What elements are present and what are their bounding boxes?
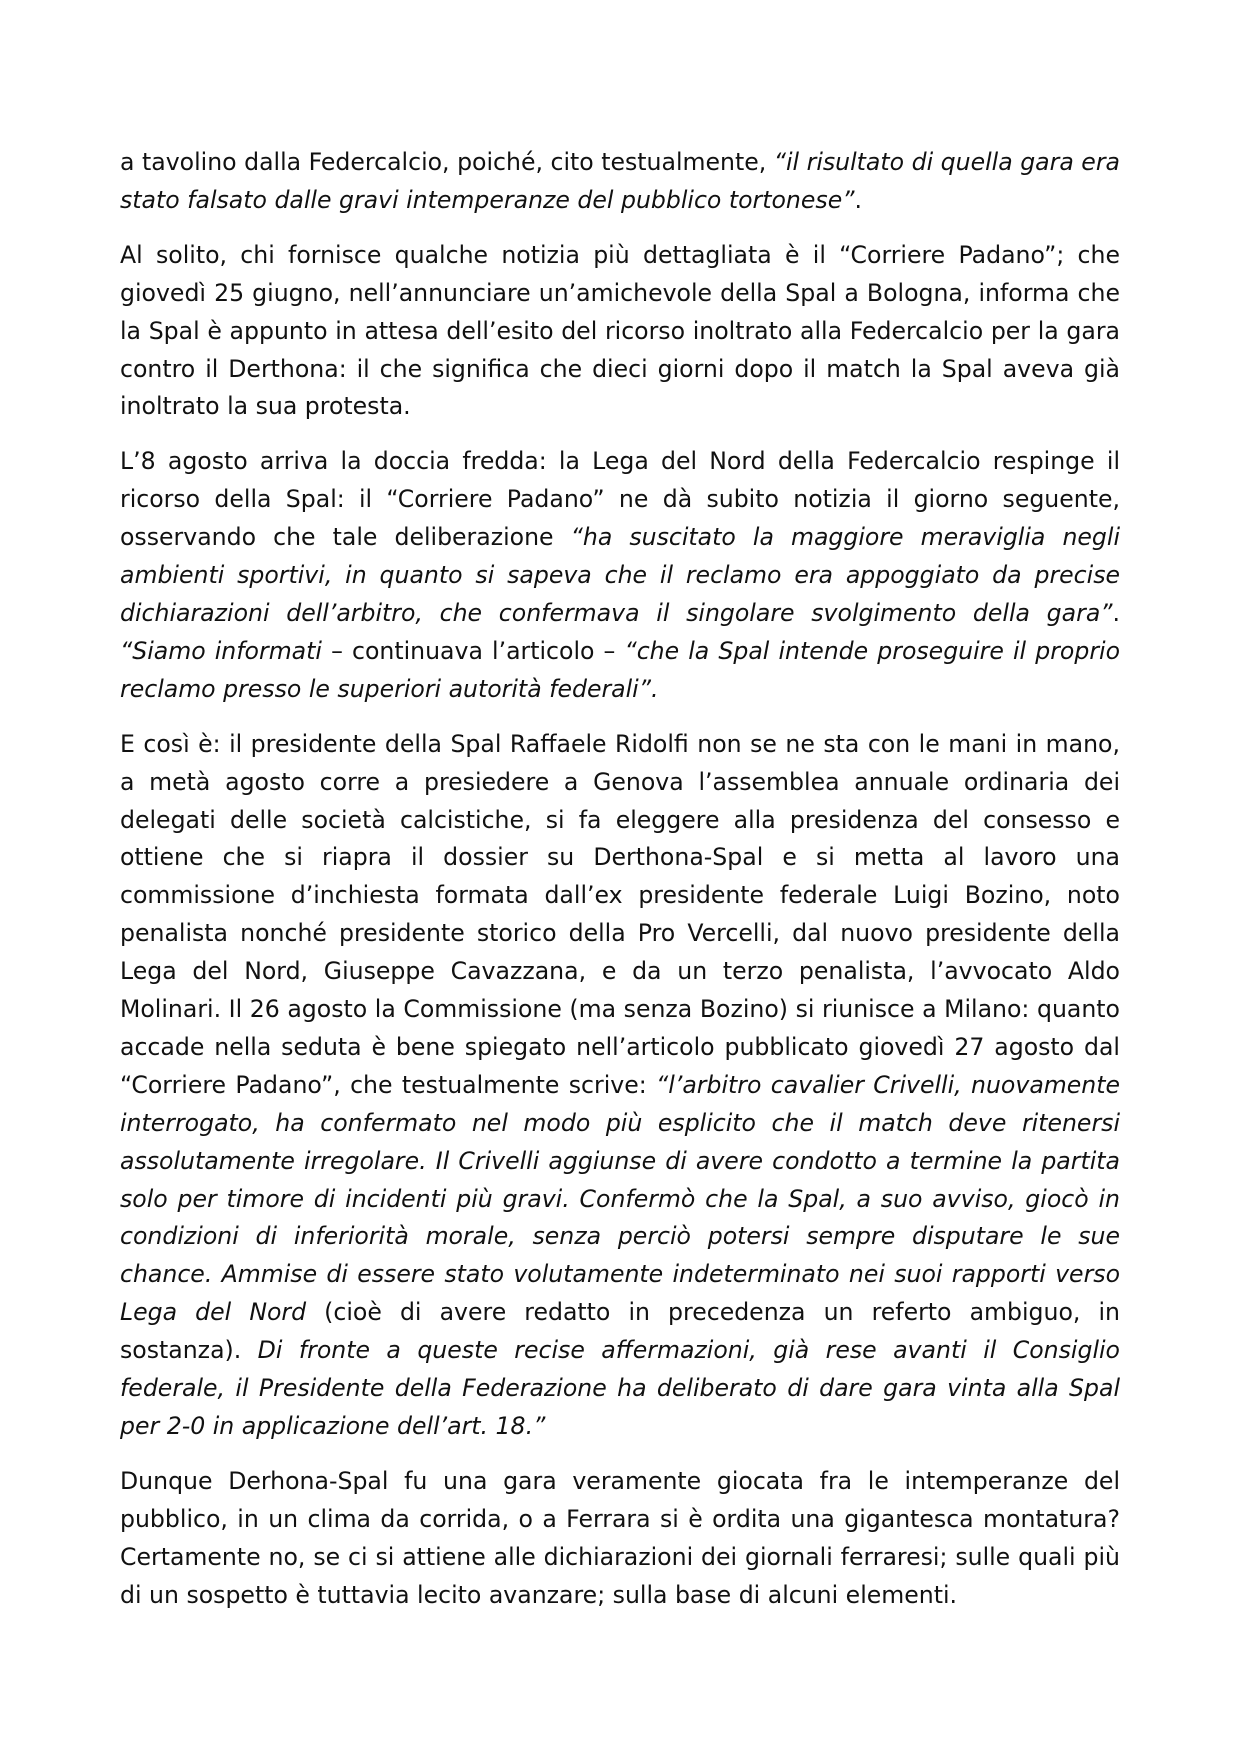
paragraph-3-text: L’8 agosto arriva la doccia fredda: la Lega del Nord della Federcalcio respinge il ricorso della Spal: il “Corriere Padano” ne dà subito notizia il giorno seguente, osservando che tale deliberazione [120,447,1120,552]
paragraph-3-quote-3: “che la Spal intende proseguire il proprio reclamo presso le superiori autorità federali”. [120,636,1121,703]
paragraph-3-quote-1: “ha suscitato la maggiore meraviglia negli ambienti sportivi, in quanto si sapeva che il reclamo era appoggiato da precise dichiarazioni dell’arbitro, che confermava il singolare svolgimento della gara” [120,523,1120,627]
paragraph-4-text: E così è: il presidente della Spal Raffaele Ridolfi non se ne sta con le mani in mano, a metà agosto corre a presiedere a Genova l’assemblea annuale ordinaria dei delegati delle società calcistiche, si fa eleggere alla presidenza del consesso e ottiene che si riapra il dossier su Derthona-Spal e si metta al lavoro una commissione d’inchiesta formata dall’ex presidente federale Luigi Bozino, noto penalista nonché presidente storico della Pro Vercelli, dal nuovo presidente della Lega del Nord, Giuseppe Cavazzana, e da un terzo penalista, l’avvocato Aldo Molinari. Il 26 agosto la Commissione (ma senza Bozino) si riunisce a Milano: quanto accade nella seduta è bene spiegato nell’articolo pubblicato giovedì 27 agosto dal “Corriere Padano”, che testualmente scrive: [120,729,1120,1099]
paragraph-1-text: a tavolino dalla Federcalcio, poiché, cito testualmente, [120,148,774,176]
paragraph-4-quote-2: Di fronte a queste recise affermazioni, già rese avanti il Consiglio federale, il Presidente della Federazione ha deliberato di dare gara vinta alla Spal per 2-0 in applicazione dell’art. 18.” [120,1336,1120,1440]
paragraph-1-end: . [854,185,862,214]
paragraph-3 [120,443,1120,708]
paragraph-5 [120,1463,1120,1615]
paragraph-5-text: Dunque Derhona-Spal fu una gara veramente giocata fra le intemperanze del pubblico, in un clima da corrida, o a Ferrara si è ordita una gigantesca montatura? Certamente no, se ci si attiene alle dichiarazioni dei giornali ferraresi; sulle quali più di un sospetto è tuttavia lecito avanzare; sulla base di alcuni elementi. [120,1466,1120,1609]
paragraph-1-quote: “il risultato di quella gara era stato falsato dalle gravi intemperanze del pubblico tortonese” [120,148,1120,214]
paragraph-3-quote-2: “Siamo informati [120,636,322,665]
paragraph-2 [120,237,1120,427]
paragraph-4 [120,726,1120,1446]
document-body [120,144,1120,1631]
paragraph-2-text: Al solito, chi fornisce qualche notizia più dettagliata è il “Corriere Padano”; che giovedì 25 giugno, nell’annunciare un’amichevole della Spal a Bologna, informa che la Spal è appunto in attesa dell’esito del ricorso inoltrato alla Federcalcio per la gara contro il Derthona: il che significa che dieci giorni dopo il match la Spal aveva già inoltrato la sua protesta. [120,240,1120,421]
paragraph-3-separator: . [1112,598,1120,627]
paragraph-1 [120,144,1120,220]
paragraph-3-interjection: – continuava l’articolo – [321,636,625,665]
paragraph-4-quote-1: “l’arbitro cavalier Crivelli, nuovamente interrogato, ha confermato nel modo più esplicito che il match deve ritenersi assolutamente irregolare. Il Crivelli aggiunse di avere condotto a termine la partita solo per timore di incidenti più gravi. Confermò che la Spal, a suo avviso, giocò in condizioni di inferiorità morale, senza perciò potersi sempre disputare le sue chance. Ammise di essere stato volutamente indeterminato nei suoi rapporti verso Lega del Nord [120,1070,1120,1327]
paragraph-4-aside: (cioè di avere redatto in precedenza un referto ambiguo, in sostanza). [120,1298,1121,1365]
